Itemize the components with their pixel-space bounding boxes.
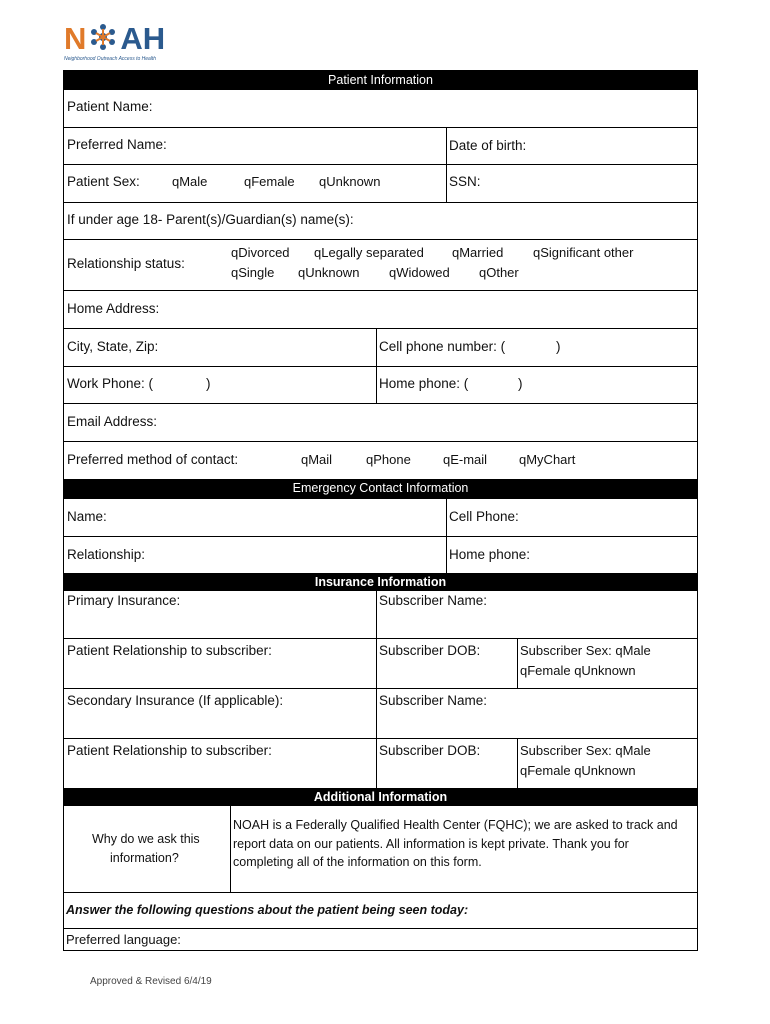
subscriber-name-1-field[interactable] <box>376 591 697 638</box>
status-married-checkbox[interactable]: qMarried <box>452 245 504 260</box>
logo-tagline: Neighborhood Outreach Access to Health <box>64 56 157 62</box>
why-line-2: information? <box>110 851 179 865</box>
status-unknown-checkbox[interactable]: qUnknown <box>298 265 360 280</box>
city-state-zip-field[interactable] <box>64 329 376 366</box>
relationship-1-label: Patient Relationship to subscriber: <box>67 643 272 658</box>
relationship-2-field[interactable] <box>64 739 376 788</box>
cell-phone-label: Cell phone number: ( <box>379 339 506 354</box>
explanation-line-1: NOAH is a Federally Qualified Health Center (FQHC); we are asked to track and <box>233 818 678 832</box>
preferred-language-row[interactable] <box>63 928 698 950</box>
city-state-zip-label: City, State, Zip: <box>67 339 159 354</box>
status-widowed-checkbox[interactable]: qWidowed <box>389 265 450 280</box>
instruction-text: Answer the following questions about the patient being seen today: <box>66 903 469 917</box>
why-we-ask-row <box>63 806 698 892</box>
status-single-checkbox[interactable]: qSingle <box>231 265 275 280</box>
cell-phone-close-paren: ) <box>556 339 561 354</box>
relationship-2-label: Patient Relationship to subscriber: <box>67 743 272 758</box>
patient-sex-field <box>64 165 446 202</box>
section-header-additional: Additional Information <box>63 788 698 806</box>
preferred-language-label: Preferred language: <box>66 932 181 947</box>
emergency-home-field[interactable] <box>446 537 697 573</box>
contact-mychart-checkbox[interactable]: qMyChart <box>519 452 576 467</box>
preferred-contact-label: Preferred method of contact: <box>67 452 239 467</box>
home-address-row[interactable] <box>63 290 698 328</box>
patient-name-label: Patient Name: <box>67 99 153 114</box>
logo-letters-ah: AH <box>120 21 166 56</box>
logo-wordmark <box>64 22 165 56</box>
emergency-relationship-row <box>63 536 698 573</box>
subscriber-sex-2-male[interactable]: Subscriber Sex: qMale <box>520 743 651 758</box>
subscriber-name-1-label: Subscriber Name: <box>379 593 488 608</box>
subscriber-name-2-field[interactable] <box>376 689 697 738</box>
subscriber-dob-2-label: Subscriber DOB: <box>379 743 481 758</box>
email-row[interactable] <box>63 403 698 441</box>
preferred-contact-row <box>63 441 698 479</box>
subscriber-dob-2-field[interactable] <box>376 739 517 788</box>
emergency-relationship-label: Relationship: <box>67 547 146 562</box>
relationship-status-label: Relationship status: <box>67 256 185 271</box>
subscriber-name-2-label: Subscriber Name: <box>379 693 488 708</box>
why-line-1: Why do we ask this <box>92 832 200 846</box>
sex-female-checkbox[interactable]: qFemale <box>244 174 295 189</box>
subscriber-sex-2-female-unknown[interactable]: qFemale qUnknown <box>520 763 636 778</box>
emergency-cell-field[interactable] <box>446 499 697 536</box>
primary-insurance-field[interactable] <box>64 591 376 638</box>
status-divorced-checkbox[interactable]: qDivorced <box>231 245 290 260</box>
emergency-name-field[interactable] <box>64 499 446 536</box>
emergency-name-row <box>63 498 698 536</box>
emergency-name-label: Name: <box>67 509 107 524</box>
subscriber-details-2-row <box>63 738 698 788</box>
secondary-insurance-label: Secondary Insurance (If applicable): <box>67 693 284 708</box>
snowflake-icon <box>86 23 120 51</box>
primary-insurance-row <box>63 591 698 638</box>
sex-unknown-checkbox[interactable]: qUnknown <box>319 174 381 189</box>
explanation-line-2: report data on our patients. All information is kept private. Thank you for <box>233 837 629 851</box>
emergency-cell-label: Cell Phone: <box>449 509 519 524</box>
patient-intake-form <box>63 70 698 951</box>
guardian-label: If under age 18- Parent(s)/Guardian(s) name(s): <box>67 212 354 227</box>
section-header-emergency: Emergency Contact Information <box>63 479 698 498</box>
logo-letter-n: N <box>64 21 87 56</box>
subscriber-sex-1-female-unknown[interactable]: qFemale qUnknown <box>520 663 636 678</box>
emergency-relationship-field[interactable] <box>64 537 446 573</box>
preferred-name-row <box>63 127 698 164</box>
subscriber-sex-1-male[interactable]: Subscriber Sex: qMale <box>520 643 651 658</box>
subscriber-sex-2-field <box>517 739 697 788</box>
section-header-insurance: Insurance Information <box>63 573 698 591</box>
revision-footer: Approved & Revised 6/4/19 <box>90 976 212 987</box>
section-header-patient: Patient Information <box>63 70 698 89</box>
cell-phone-field[interactable] <box>376 329 697 366</box>
work-phone-close-paren: ) <box>206 376 211 391</box>
emergency-home-label: Home phone: <box>449 547 531 562</box>
home-address-label: Home Address: <box>67 301 160 316</box>
ssn-field[interactable] <box>446 165 697 202</box>
status-legally-separated-checkbox[interactable]: qLegally separated <box>314 245 424 260</box>
dob-label: Date of birth: <box>449 138 527 153</box>
contact-phone-checkbox[interactable]: qPhone <box>366 452 411 467</box>
guardian-row[interactable] <box>63 202 698 239</box>
email-label: Email Address: <box>67 414 158 429</box>
status-significant-other-checkbox[interactable]: qSignificant other <box>533 245 634 260</box>
preferred-name-label: Preferred Name: <box>67 137 167 152</box>
dob-field[interactable] <box>446 128 697 164</box>
ssn-label: SSN: <box>449 174 481 189</box>
subscriber-sex-1-field <box>517 639 697 688</box>
explanation-line-3: completing all of the information on this form. <box>233 855 482 869</box>
contact-mail-checkbox[interactable]: qMail <box>301 452 333 467</box>
subscriber-dob-1-label: Subscriber DOB: <box>379 643 481 658</box>
relationship-1-field[interactable] <box>64 639 376 688</box>
secondary-insurance-row <box>63 688 698 738</box>
home-phone-field[interactable] <box>376 367 697 403</box>
contact-email-checkbox[interactable]: qE-mail <box>443 452 488 467</box>
sex-male-checkbox[interactable]: qMale <box>172 174 208 189</box>
home-phone-close-paren: ) <box>518 376 523 391</box>
subscriber-dob-1-field[interactable] <box>376 639 517 688</box>
patient-sex-label: Patient Sex: <box>67 174 140 189</box>
subscriber-details-1-row <box>63 638 698 688</box>
preferred-name-field[interactable] <box>64 128 446 164</box>
work-phone-field[interactable] <box>64 367 376 403</box>
noah-logo <box>64 22 174 66</box>
why-we-ask-cell <box>64 806 230 892</box>
work-home-phone-row <box>63 366 698 403</box>
primary-insurance-label: Primary Insurance: <box>67 593 181 608</box>
secondary-insurance-field[interactable] <box>64 689 376 738</box>
instruction-row <box>63 892 698 928</box>
explanation-cell <box>230 806 697 892</box>
city-cell-row <box>63 328 698 366</box>
patient-sex-row <box>63 164 698 202</box>
work-phone-label: Work Phone: ( <box>67 376 154 391</box>
patient-name-row[interactable] <box>63 89 698 127</box>
home-phone-label: Home phone: ( <box>379 376 469 391</box>
status-other-checkbox[interactable]: qOther <box>479 265 519 280</box>
relationship-status-row <box>63 239 698 290</box>
